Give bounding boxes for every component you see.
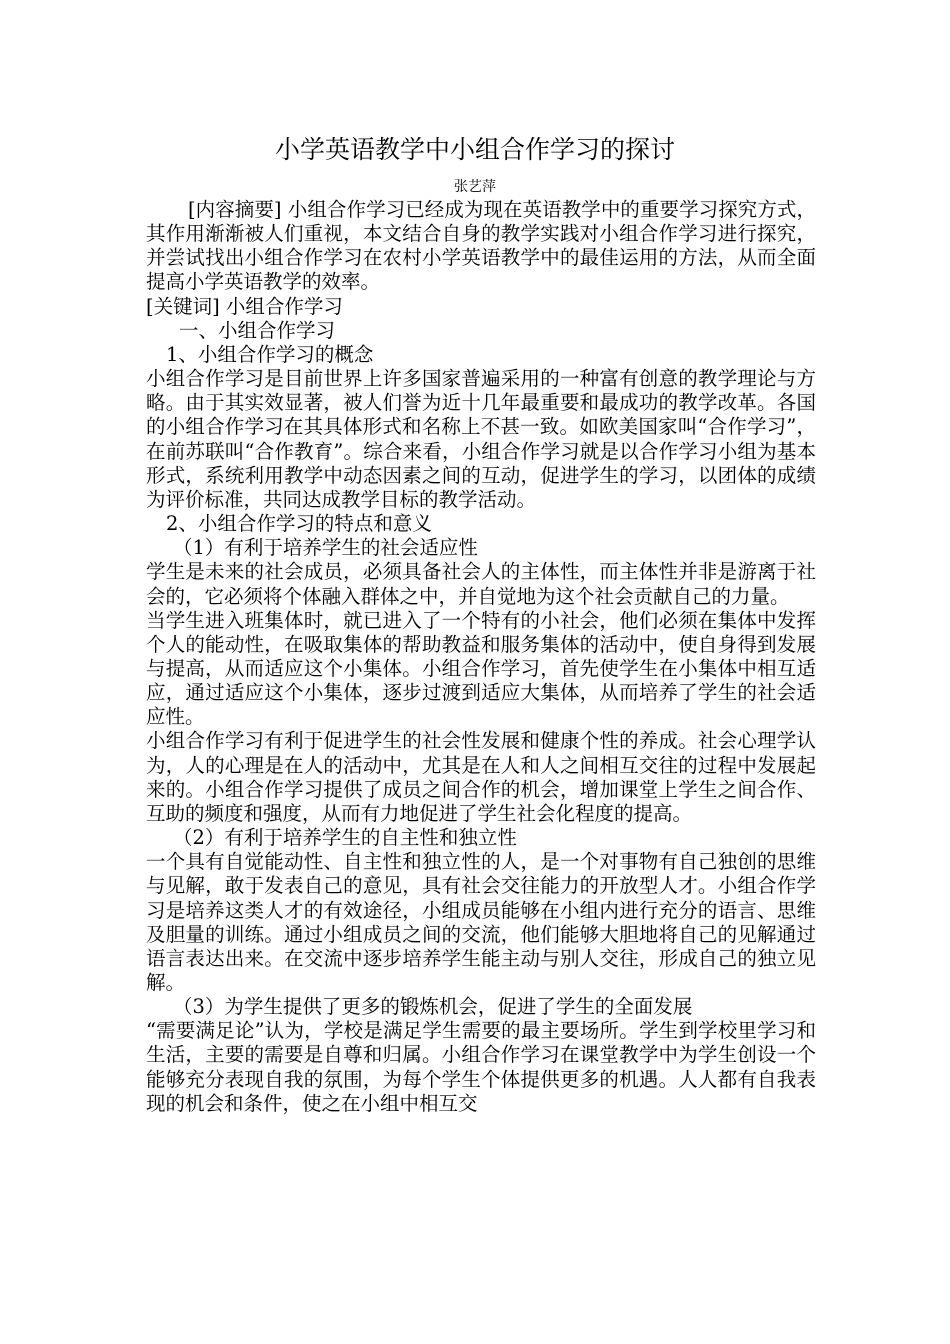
paragraph-class-society: 当学生进入班集体时，就已进入了一个特有的小社会，他们必须在集体中发挥个人的能动性，在吸取集体的帮助教益和服务集体的活动中，使自身得到发展与提高，从而适应这个小集体。小组合作学习，首先使学生在小集体中相互适应，通过适应这个小集体，逐步过渡到适应大集体，从而培养了学生的社会适应性。: [146, 608, 816, 729]
paragraph-concept: 小组合作学习是目前世界上许多国家普遍采用的一种富有创意的教学理论与方略。由于其实效显著，被人们誉为近十几年最重要和最成功的教学改革。各国的小组合作学习在其具体形式和名称上不甚一致。如欧美国家叫“合作学习”，在前苏联叫“合作教育”。综合来看，小组合作学习就是以合作学习小组为基本形式，系统利用教学中动态因素之间的互动，促进学生的学习，以团体的成绩为评价标准，共同达成教学目标的教学活动。: [146, 367, 816, 511]
point-heading-3: （3）为学生提供了更多的锻炼机会，促进了学生的全面发展: [173, 995, 693, 1019]
subsection-heading-2: 2、小组合作学习的特点和意义: [166, 512, 432, 536]
point-heading-1: （1）有利于培养学生的社会适应性: [173, 536, 478, 560]
document-author: 张艺萍: [454, 179, 496, 195]
paragraph-socialization: 小组合作学习有利于促进学生的社会性发展和健康个性的养成。社会心理学认为，人的心理是在人的活动中，尤其是在人和人之间相互交往的过程中发展起来的。小组合作学习提供了成员之间合作的机会，增加课堂上学生之间合作、互助的频度和强度，从而有力地促进了学生社会化程度的提高。: [146, 729, 816, 825]
document-title: 小学英语教学中小组合作学习的探讨: [274, 135, 675, 164]
paragraph-social-member: 学生是未来的社会成员，必须具备社会人的主体性，而主体性并非是游离于社会的，它必须将个体融入群体之中，并自觉地为这个社会贡献自己的力量。: [146, 560, 816, 608]
paragraph-needs-theory: “需要满足论”认为，学校是满足学生需要的最主要场所。学生到学校里学习和生活，主要的需要是自尊和归属。小组合作学习在课堂教学中为学生创设一个能够充分表现自我的氛围，为每个学生个体提供更多的机遇。人人都有自我表现的机会和条件，使之在小组中相互交: [146, 1019, 816, 1115]
keywords-line: [关键词] 小组合作学习: [146, 294, 343, 318]
subsection-heading-1: 1、小组合作学习的概念: [166, 342, 374, 366]
point-heading-2: （2）有利于培养学生的自主性和独立性: [173, 826, 517, 850]
paragraph-independence: 一个具有自觉能动性、自主性和独立性的人，是一个对事物有自己独创的思维与见解，敢于发表自己的意见，具有社会交往能力的开放型人才。小组合作学习是培养这类人才的有效途径，小组成员能够在小组内进行充分的语言、思维及胆量的训练。通过小组成员之间的交流，他们能够大胆地将自己的见解通过语言表达出来。在交流中逐步培养学生能主动与别人交往，形成自己的独立见解。: [146, 850, 816, 994]
abstract-paragraph: [内容摘要] 小组合作学习已经成为现在英语教学中的重要学习探究方式，其作用渐渐被人们重视，本文结合自身的教学实践对小组合作学习进行探究，并尝试找出小组合作学习在农村小学英语教学中的最佳运用的方法，从而全面提高小学英语教学的效率。: [146, 198, 816, 294]
document-body: [146, 198, 816, 1116]
section-heading-1: 一、小组合作学习: [179, 318, 336, 342]
